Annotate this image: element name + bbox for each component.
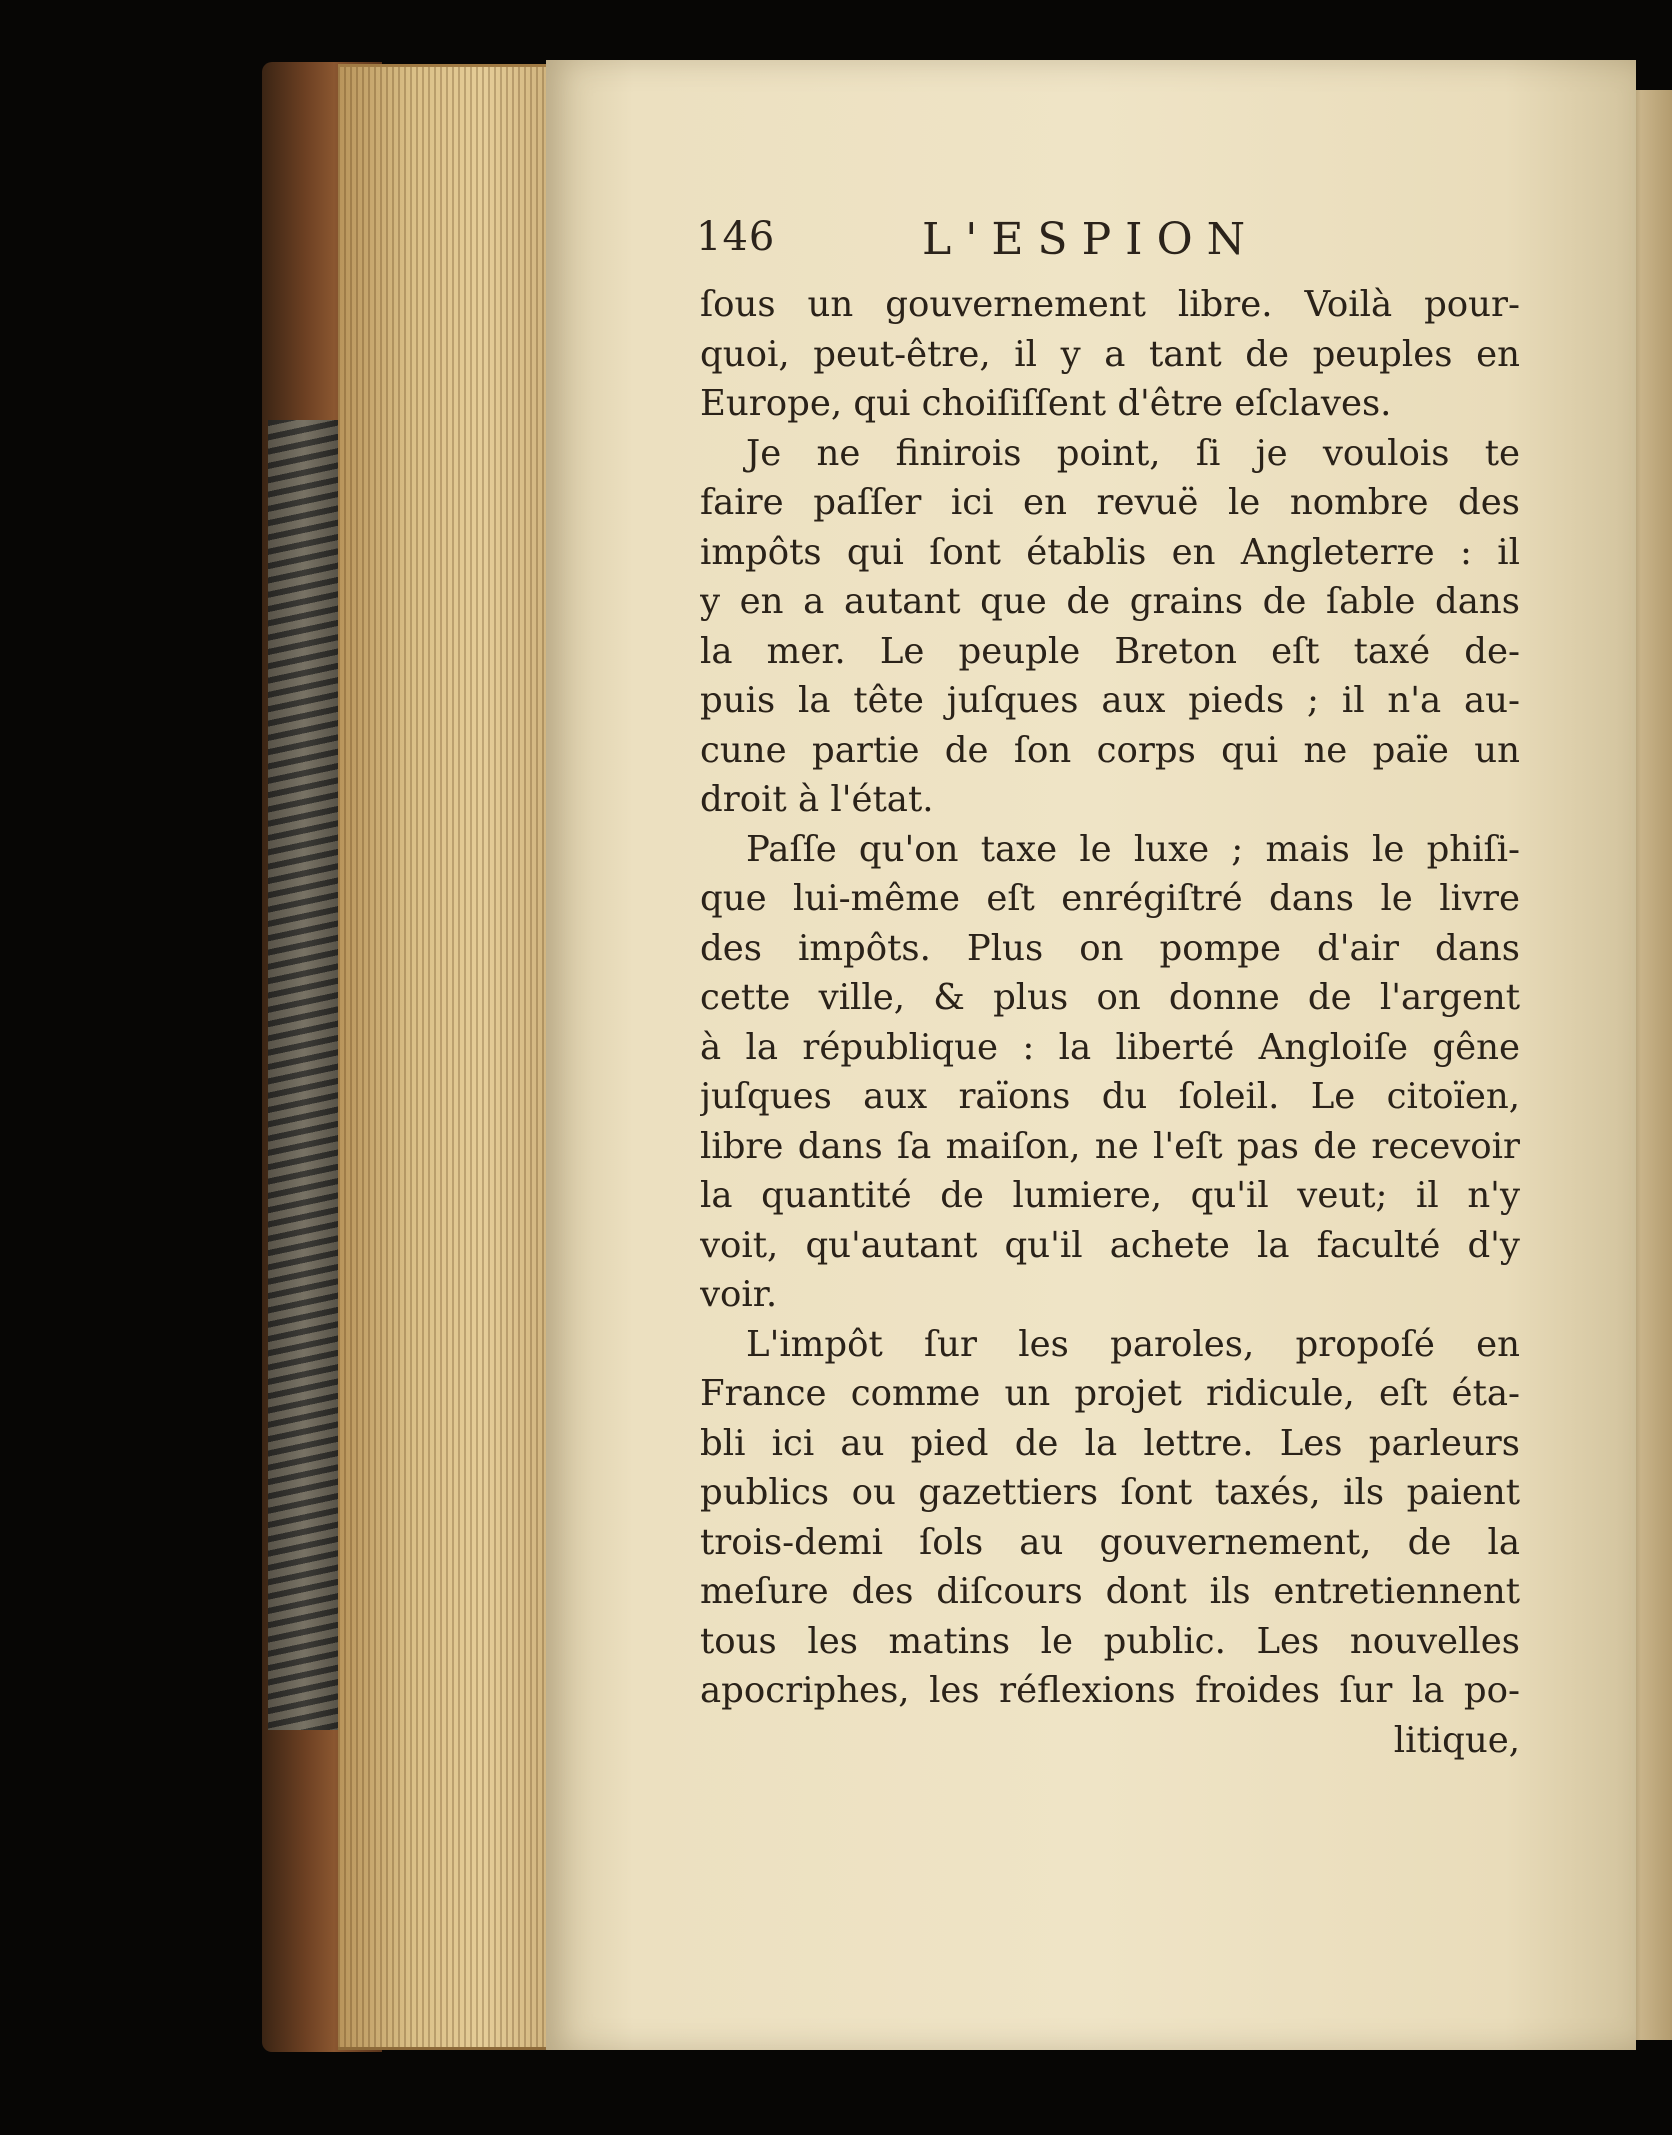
text-line: libre dans ſa maiſon, ne l'eſt pas de recevoir xyxy=(700,1125,1520,1167)
text-line: meſure des diſcours dont ils entretiennent xyxy=(700,1571,1520,1612)
page-header xyxy=(696,214,1326,274)
text-line: voit, qu'autant qu'il achete la faculté d'y xyxy=(700,1224,1520,1266)
text-line: des impôts. Plus on pompe d'air dans xyxy=(700,927,1520,969)
text-line: à la république : la liberté Angloiſe gêne xyxy=(700,1026,1520,1068)
text-line: quoi, peut-être, il y a tant de peuples en xyxy=(700,333,1520,375)
text-line: tous les matins le public. Les nouvelles xyxy=(700,1620,1520,1662)
page-edges xyxy=(338,64,548,2050)
text-line: Je ne finirois point, ſi je voulois te xyxy=(746,432,1520,474)
text-line: la quantité de lumiere, qu'il veut; il n'y xyxy=(700,1175,1520,1216)
text-line: France comme un projet ridicule, eſt éta- xyxy=(700,1373,1520,1414)
text-line: apocriphes, les réflexions froides ſur la po- xyxy=(700,1670,1520,1711)
marbled-board xyxy=(268,420,340,1730)
text-line: voir. xyxy=(700,1274,778,1315)
running-title: L'ESPION xyxy=(922,214,1260,265)
body-text xyxy=(700,280,1520,1765)
text-line: droit à l'état. xyxy=(700,779,934,820)
text-line: L'impôt ſur les paroles, propoſé en xyxy=(746,1323,1520,1365)
text-line: juſques aux raïons du ſoleil. Le citoïen, xyxy=(700,1076,1520,1117)
text-line: ſous un gouvernement libre. Voilà pour- xyxy=(700,284,1520,325)
text-line: Paſſe qu'on taxe le luxe ; mais le phiſi- xyxy=(746,828,1520,870)
text-line: publics ou gazettiers ſont taxés, ils paient xyxy=(700,1472,1520,1513)
text-line: Europe, qui choiſiſſent d'être eſclaves. xyxy=(700,383,1392,424)
text-line: la mer. Le peuple Breton eſt taxé de- xyxy=(700,630,1520,672)
text-line: que lui-même eſt enrégiſtré dans le livre xyxy=(700,878,1520,919)
catchword: litique, xyxy=(1393,1719,1520,1761)
text-line: faire paſſer ici en revuë le nombre des xyxy=(700,482,1520,523)
text-line: y en a autant que de grains de ſable dans xyxy=(700,581,1520,622)
page-number: 146 xyxy=(696,214,776,260)
text-line: bli ici au pied de la lettre. Les parleurs xyxy=(700,1422,1520,1464)
text-line: trois-demi ſols au gouvernement, de la xyxy=(700,1521,1520,1563)
text-line: impôts qui ſont établis en Angleterre : il xyxy=(700,531,1520,573)
text-line: cette ville, & plus on donne de l'argent xyxy=(700,977,1520,1018)
text-line: puis la tête juſques aux pieds ; il n'a au- xyxy=(700,680,1520,721)
text-line: cune partie de ſon corps qui ne païe un xyxy=(700,729,1520,771)
